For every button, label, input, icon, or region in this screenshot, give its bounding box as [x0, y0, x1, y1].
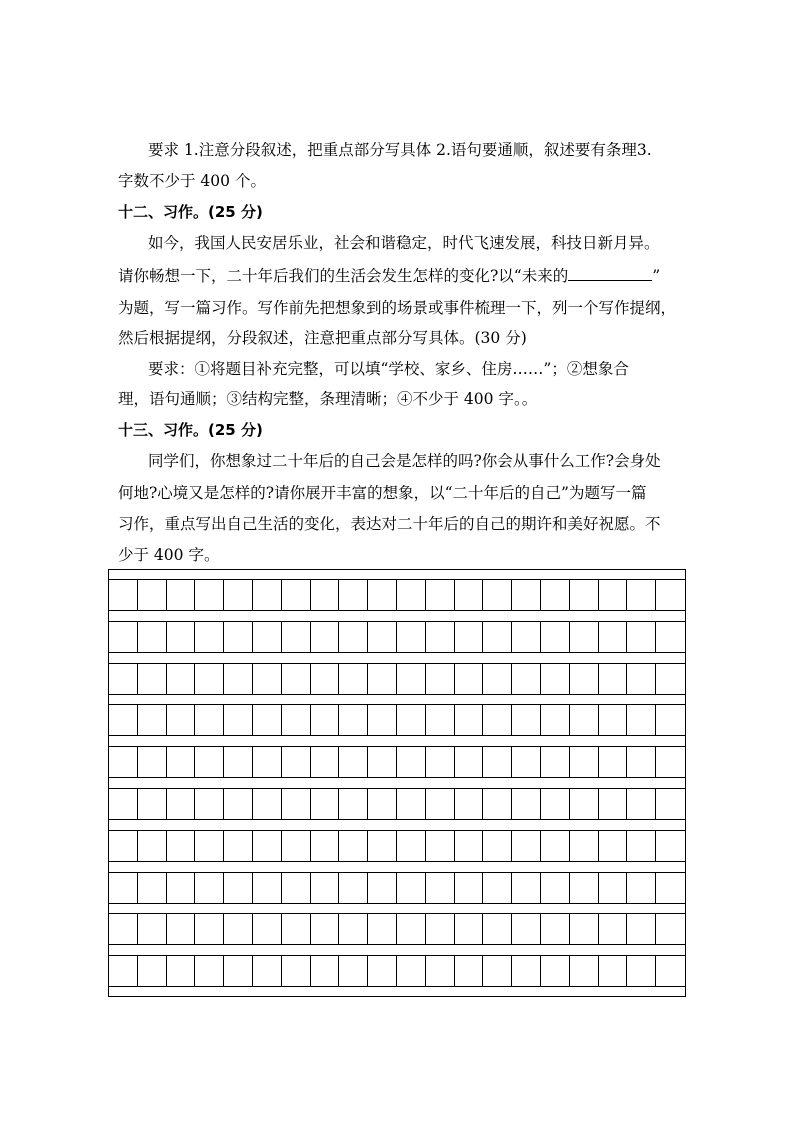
- grid-cell: [167, 873, 196, 903]
- grid-cell: [282, 914, 311, 944]
- grid-cell: [570, 956, 599, 986]
- grid-cell: [311, 914, 340, 944]
- grid-cell: [512, 664, 541, 694]
- grid-cell: [656, 747, 685, 777]
- grid-cell: [599, 831, 628, 861]
- grid-cell: [368, 705, 397, 735]
- grid-cell: [224, 705, 253, 735]
- section-12-requirement-line-1: 要求：①将题目补充完整，可以填“学校、家乡、住房……”；②想象合: [148, 360, 629, 378]
- grid-cell: [253, 664, 282, 694]
- section-12-line-2-quote: ”: [652, 267, 661, 285]
- section-12-requirement-line-2: 理，语句通顺；③结构完整，条理清晰；④不少于 400 字。。: [118, 390, 538, 408]
- grid-cell: [627, 622, 656, 652]
- grid-cell: [541, 622, 570, 652]
- grid-cell: [253, 956, 282, 986]
- grid-cell: [167, 956, 196, 986]
- grid-cell: [138, 705, 167, 735]
- grid-cell: [397, 622, 426, 652]
- grid-cell: [656, 914, 685, 944]
- grid-cell: [599, 747, 628, 777]
- grid-cell: [339, 873, 368, 903]
- grid-cell: [311, 873, 340, 903]
- grid-cell: [455, 956, 484, 986]
- grid-cell: [455, 580, 484, 610]
- grid-cell: [109, 831, 138, 861]
- grid-cell: [282, 622, 311, 652]
- grid-cell: [138, 747, 167, 777]
- section-11-requirement-line-2: 字数不少于 400 个。: [118, 172, 266, 190]
- grid-cell: [397, 789, 426, 819]
- grid-cell: [368, 747, 397, 777]
- grid-cell: [570, 664, 599, 694]
- grid-cell: [426, 622, 455, 652]
- grid-row: [109, 872, 685, 904]
- grid-cell: [656, 705, 685, 735]
- grid-cell: [195, 580, 224, 610]
- grid-cell: [426, 664, 455, 694]
- grid-cell: [483, 831, 512, 861]
- grid-cell: [397, 747, 426, 777]
- grid-cell: [599, 580, 628, 610]
- grid-cell: [282, 664, 311, 694]
- grid-cell: [512, 622, 541, 652]
- section-13-line-1: 同学们，你想象过二十年后的自己会是怎样的吗?你会从事什么工作?会身处: [148, 452, 661, 470]
- grid-cell: [397, 580, 426, 610]
- grid-cell: [253, 873, 282, 903]
- grid-cell: [311, 831, 340, 861]
- grid-cell: [426, 580, 455, 610]
- grid-cell: [224, 831, 253, 861]
- grid-cell: [599, 622, 628, 652]
- grid-cell: [570, 580, 599, 610]
- grid-cell: [282, 705, 311, 735]
- grid-cell: [512, 873, 541, 903]
- section-12-heading: 十二、习作。(25 分): [118, 203, 263, 221]
- grid-cell: [253, 705, 282, 735]
- grid-cell: [483, 705, 512, 735]
- grid-cell: [599, 664, 628, 694]
- grid-cell: [368, 831, 397, 861]
- grid-cell: [368, 789, 397, 819]
- grid-cell: [224, 873, 253, 903]
- grid-cell: [339, 747, 368, 777]
- grid-cell: [570, 622, 599, 652]
- grid-cell: [512, 914, 541, 944]
- grid-cell: [167, 580, 196, 610]
- grid-cell: [339, 664, 368, 694]
- grid-cell: [138, 622, 167, 652]
- section-13-line-2: 何地?心境又是怎样的?请你展开丰富的想象，以“二十年后的自己”为题写一篇: [118, 484, 647, 502]
- grid-cell: [512, 956, 541, 986]
- title-fill-blank: [568, 266, 652, 281]
- grid-cell: [455, 747, 484, 777]
- grid-cell: [311, 705, 340, 735]
- grid-cell: [368, 914, 397, 944]
- section-12-line-1: 如今，我国人民安居乐业，社会和谐稳定，时代飞速发展，科技日新月异。: [148, 234, 660, 252]
- grid-cell: [167, 705, 196, 735]
- grid-cell: [455, 914, 484, 944]
- grid-cell: [282, 747, 311, 777]
- grid-cell: [426, 789, 455, 819]
- grid-cell: [253, 789, 282, 819]
- grid-cell: [195, 956, 224, 986]
- section-13-heading: 十三、习作。(25 分): [118, 421, 263, 439]
- grid-cell: [138, 580, 167, 610]
- grid-cell: [483, 789, 512, 819]
- grid-cell: [656, 664, 685, 694]
- grid-cell: [627, 747, 656, 777]
- grid-row: [109, 621, 685, 653]
- grid-cell: [195, 747, 224, 777]
- grid-row: [109, 788, 685, 820]
- grid-cell: [541, 705, 570, 735]
- grid-cell: [167, 789, 196, 819]
- grid-cell: [483, 580, 512, 610]
- grid-cell: [138, 914, 167, 944]
- grid-row: [109, 746, 685, 778]
- grid-cell: [483, 873, 512, 903]
- grid-cell: [224, 580, 253, 610]
- grid-cell: [224, 622, 253, 652]
- section-13-line-4: 少于 400 字。: [118, 546, 220, 564]
- grid-cell: [368, 664, 397, 694]
- grid-cell: [541, 580, 570, 610]
- section-13-line-3: 习作，重点写出自己生活的变化，表达对二十年后的自己的期许和美好祝愿。不: [118, 515, 661, 533]
- grid-cell: [138, 789, 167, 819]
- grid-cell: [656, 580, 685, 610]
- grid-cell: [455, 705, 484, 735]
- grid-cell: [195, 873, 224, 903]
- grid-cell: [109, 789, 138, 819]
- grid-cell: [483, 622, 512, 652]
- grid-cell: [599, 914, 628, 944]
- grid-cell: [541, 664, 570, 694]
- grid-cell: [109, 873, 138, 903]
- grid-cell: [455, 873, 484, 903]
- grid-cell: [339, 831, 368, 861]
- grid-cell: [627, 580, 656, 610]
- grid-cell: [570, 789, 599, 819]
- grid-cell: [627, 873, 656, 903]
- grid-row: [109, 663, 685, 695]
- grid-cell: [253, 914, 282, 944]
- grid-cell: [455, 831, 484, 861]
- grid-cell: [224, 914, 253, 944]
- grid-cell: [109, 956, 138, 986]
- grid-cell: [397, 914, 426, 944]
- grid-cell: [397, 705, 426, 735]
- grid-cell: [656, 956, 685, 986]
- grid-cell: [282, 831, 311, 861]
- grid-cell: [167, 664, 196, 694]
- grid-cell: [195, 831, 224, 861]
- grid-cell: [339, 580, 368, 610]
- grid-cell: [483, 914, 512, 944]
- grid-cell: [541, 789, 570, 819]
- grid-cell: [656, 831, 685, 861]
- grid-cell: [282, 580, 311, 610]
- grid-cell: [455, 789, 484, 819]
- grid-cell: [426, 831, 455, 861]
- grid-row: [109, 913, 685, 945]
- grid-cell: [311, 747, 340, 777]
- grid-cell: [224, 664, 253, 694]
- grid-cell: [541, 747, 570, 777]
- grid-cell: [339, 914, 368, 944]
- grid-cell: [426, 747, 455, 777]
- section-11-requirement-line-1: 要求 1.注意分段叙述，把重点部分写具体 2.语句要通顺，叙述要有条理3.: [148, 141, 652, 159]
- grid-cell: [311, 664, 340, 694]
- grid-cell: [541, 956, 570, 986]
- grid-cell: [599, 705, 628, 735]
- grid-cell: [426, 705, 455, 735]
- grid-cell: [195, 789, 224, 819]
- grid-cell: [109, 664, 138, 694]
- grid-cell: [224, 956, 253, 986]
- grid-cell: [455, 664, 484, 694]
- grid-cell: [224, 789, 253, 819]
- grid-cell: [195, 705, 224, 735]
- grid-cell: [599, 789, 628, 819]
- grid-cell: [656, 789, 685, 819]
- grid-cell: [455, 622, 484, 652]
- writing-grid: [108, 569, 686, 997]
- grid-cell: [368, 580, 397, 610]
- grid-cell: [167, 747, 196, 777]
- grid-row: [109, 955, 685, 987]
- grid-cell: [570, 705, 599, 735]
- grid-cell: [512, 747, 541, 777]
- grid-cell: [109, 914, 138, 944]
- grid-cell: [253, 747, 282, 777]
- grid-cell: [282, 789, 311, 819]
- grid-cell: [368, 622, 397, 652]
- grid-cell: [512, 831, 541, 861]
- grid-row: [109, 830, 685, 862]
- grid-cell: [483, 956, 512, 986]
- grid-cell: [138, 956, 167, 986]
- grid-cell: [195, 622, 224, 652]
- grid-cell: [627, 705, 656, 735]
- grid-cell: [253, 622, 282, 652]
- grid-cell: [138, 664, 167, 694]
- grid-cell: [397, 664, 426, 694]
- grid-cell: [599, 956, 628, 986]
- section-12-line-2-text: 请你畅想一下，二十年后我们的生活会发生怎样的变化?以“未来的: [118, 267, 569, 285]
- grid-cell: [253, 580, 282, 610]
- grid-cell: [541, 914, 570, 944]
- grid-cell: [167, 831, 196, 861]
- grid-cell: [627, 789, 656, 819]
- grid-cell: [109, 705, 138, 735]
- grid-cell: [512, 580, 541, 610]
- grid-cell: [656, 622, 685, 652]
- grid-cell: [656, 873, 685, 903]
- grid-cell: [512, 789, 541, 819]
- grid-cell: [541, 831, 570, 861]
- grid-cell: [167, 914, 196, 944]
- grid-cell: [627, 831, 656, 861]
- grid-cell: [627, 956, 656, 986]
- grid-cell: [224, 747, 253, 777]
- grid-cell: [541, 873, 570, 903]
- grid-cell: [570, 873, 599, 903]
- grid-cell: [109, 747, 138, 777]
- grid-cell: [311, 622, 340, 652]
- grid-cell: [311, 956, 340, 986]
- grid-cell: [397, 831, 426, 861]
- grid-row: [109, 704, 685, 736]
- grid-cell: [195, 664, 224, 694]
- grid-cell: [426, 914, 455, 944]
- grid-cell: [109, 580, 138, 610]
- grid-cell: [426, 956, 455, 986]
- grid-cell: [282, 956, 311, 986]
- grid-cell: [339, 705, 368, 735]
- grid-cell: [339, 789, 368, 819]
- grid-cell: [311, 789, 340, 819]
- section-12-line-2: [118, 266, 688, 286]
- grid-cell: [483, 664, 512, 694]
- grid-cell: [512, 705, 541, 735]
- grid-cell: [339, 622, 368, 652]
- grid-cell: [109, 622, 138, 652]
- grid-cell: [368, 956, 397, 986]
- grid-cell: [426, 873, 455, 903]
- section-12-line-3: 为题，写一篇习作。写作前先把想象到的场景或事件梳理一下，列一个写作提纲，: [118, 299, 677, 317]
- grid-cell: [167, 622, 196, 652]
- grid-cell: [570, 914, 599, 944]
- grid-cell: [339, 956, 368, 986]
- grid-cell: [311, 580, 340, 610]
- grid-cell: [138, 873, 167, 903]
- grid-cell: [599, 873, 628, 903]
- grid-cell: [397, 873, 426, 903]
- grid-cell: [397, 956, 426, 986]
- grid-cell: [483, 747, 512, 777]
- grid-cell: [627, 914, 656, 944]
- grid-cell: [570, 747, 599, 777]
- grid-cell: [253, 831, 282, 861]
- grid-cell: [195, 914, 224, 944]
- grid-row: [109, 579, 685, 611]
- grid-cell: [570, 831, 599, 861]
- grid-cell: [627, 664, 656, 694]
- section-12-line-4: 然后根据提纲，分段叙述，注意把重点部分写具体。(30 分): [118, 329, 527, 347]
- grid-cell: [138, 831, 167, 861]
- grid-cell: [282, 873, 311, 903]
- grid-cell: [368, 873, 397, 903]
